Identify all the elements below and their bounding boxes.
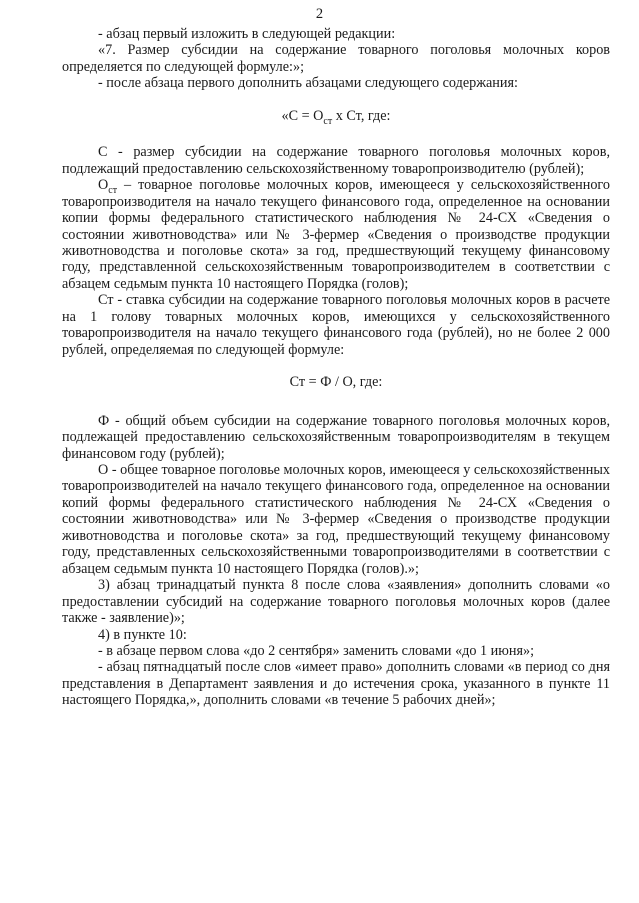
formula-rate: Ст = Ф / О, где: bbox=[289, 374, 383, 391]
paragraph-1: - абзац первый изложить в следующей редакции: bbox=[98, 26, 396, 42]
paragraph-3: - после абзаца первого дополнить абзацами следующего содержания: bbox=[98, 75, 518, 92]
document-body bbox=[62, 26, 610, 709]
paragraph-5-subscript: ст bbox=[108, 185, 118, 196]
paragraph-7: Ф - общий объем субсидии на содержание товарного поголовья молочных коров, подлежащей предоставлению сельскохозяйственным товаропроизводителям в текущем финансовом году (рублей); bbox=[62, 412, 610, 462]
paragraph-6: Ст - ставка субсидии на содержание товарного поголовья молочных коров в расчете на 1 голову товарных молочных коров, имеющихся у сельскохозяйственного товаропроизводителя на начало текущего финансового года (рублей), но не более 2 000 рублей, определяемая по следующей формуле: bbox=[62, 292, 610, 358]
formula-subsidy bbox=[62, 107, 610, 127]
paragraph-5-text: – товарное поголовье молочных коров, имеющееся у сельскохозяйственного товаропроизводителя на начало текущего финансового года, определенное на основании копии формы федерального статистического наблюдения № 24-СХ «Сведения о состоянии животноводства» или № 3-фермер «Сведения о производстве продукции животноводства и поголовье скота» за год, предшествующий текущему финансовому году, представленной сельскохозяйственным товаропроизводителем в соответствии с абзацем седьмым пункта 10 настоящего Порядка (голов); bbox=[62, 177, 610, 292]
paragraph-8: О - общее товарное поголовье молочных коров, имеющееся у сельскохозяйственных товаропроизводителей на начало текущего финансового года, определенное на основании копий формы федерального статистического наблюдения № 24-СХ «Сведения о состоянии животноводства» или № 3-фермер «Сведения о производстве продукции животноводства и поголовье скота» за год, предшествующий текущему финансовому году, представленных сельскохозяйственными товаропроизводителями в соответствии с абзацем седьмым пункта 10 настоящего Порядка (голов).»; bbox=[62, 461, 610, 577]
page-number: 2 bbox=[315, 6, 324, 22]
paragraph-11: - в абзаце первом слова «до 2 сентября» заменить словами «до 1 июня»; bbox=[98, 642, 535, 659]
paragraph-4: С - размер субсидии на содержание товарного поголовья молочных коров, подлежащий предоставлению сельскохозяйственному товаропроизводителю (рублей); bbox=[62, 144, 610, 177]
formula-subsidy-prefix: «С = О bbox=[281, 107, 324, 124]
paragraph-9: 3) абзац тринадцатый пункта 8 после слова «заявления» дополнить словами «о предоставлении субсидий на содержание товарного поголовья молочных коров (далее также - заявление)»; bbox=[62, 577, 610, 627]
paragraph-5 bbox=[62, 177, 610, 292]
formula-subsidy-subscript: ст bbox=[323, 115, 333, 127]
paragraph-2: «7. Размер субсидии на содержание товарного поголовья молочных коров определяется по следующей формуле:»; bbox=[62, 42, 610, 75]
paragraph-12: - абзац пятнадцатый после слов «имеет право» дополнить словами «в период со дня представления в Департамент заявления и до истечения срока, указанного в пункте 11 настоящего Порядка,», дополнить словами «в течение 5 рабочих дней»; bbox=[62, 659, 610, 709]
formula-subsidy-suffix: х Ст, где: bbox=[332, 107, 391, 124]
paragraph-5-symbol: О bbox=[98, 177, 109, 194]
paragraph-10: 4) в пункте 10: bbox=[98, 626, 187, 643]
